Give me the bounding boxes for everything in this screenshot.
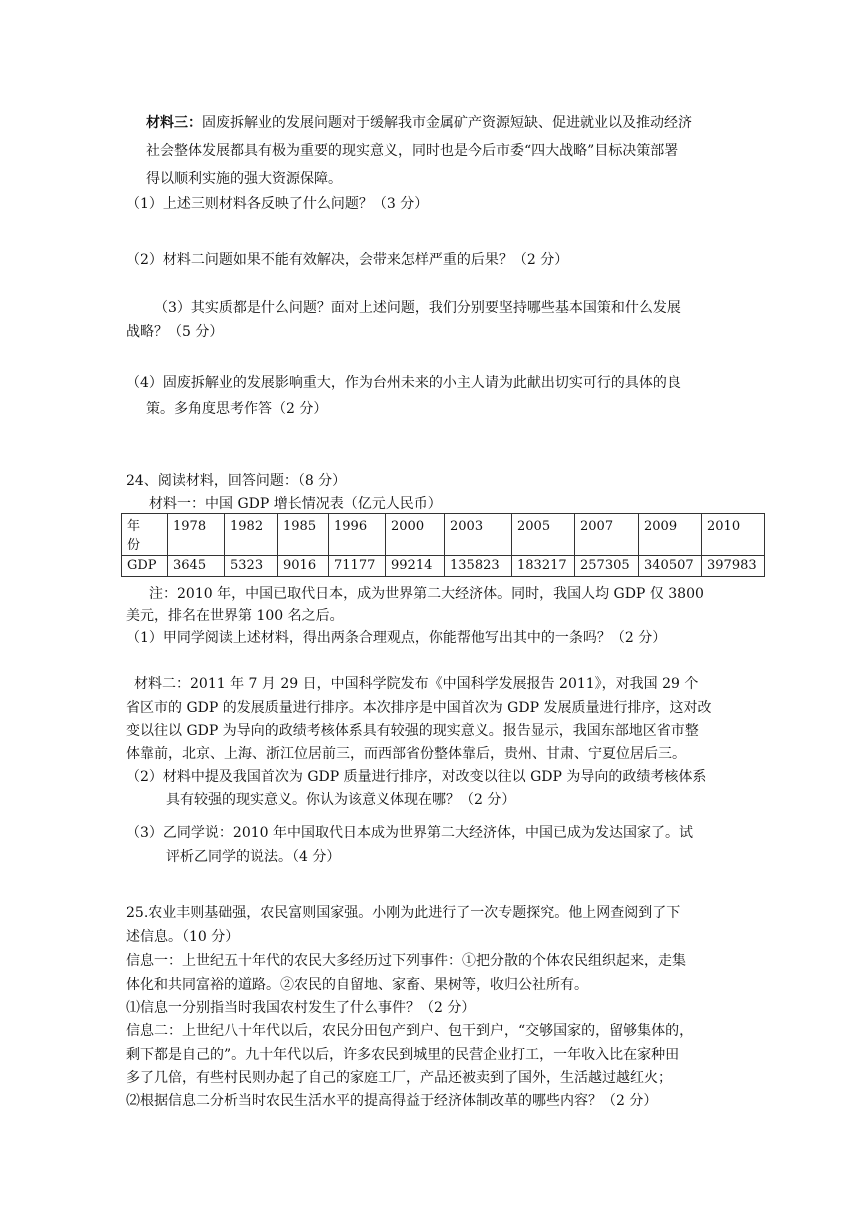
- q24-title: 24、阅读材料，回答问题：（8 分）: [126, 473, 347, 489]
- table-cell: 5323: [225, 556, 278, 577]
- q24-note-line1: 注：2010 年，中国已取代日本，成为世界第二大经济体。同时，我国人均 GDP 仅 3800: [149, 586, 704, 602]
- material3-line2: 社会整体发展都具有极为重要的现实意义，同时也是今后市委“四大战略”目标决策部署: [146, 143, 679, 159]
- table-cell: 183217: [512, 556, 575, 577]
- table-cell: 71177: [329, 556, 386, 577]
- q23-question-4-line1: （4）固废拆解业的发展影响重大，作为台州未来的小主人请为此献出切实可行的具体的良: [126, 375, 681, 391]
- material3-line3: 得以顺利实施的强大资源保障。: [146, 171, 342, 187]
- table-cell: 2010: [702, 514, 765, 556]
- material3-text-1: 固废拆解业的发展问题对于缓解我市金属矿产资源短缺、促进就业以及推动经济: [202, 115, 692, 131]
- table-cell: 397983: [702, 556, 765, 577]
- q25-info1-line1: 信息一：上世纪五十年代的农民大多经历过下列事件：①把分散的个体农民组织起来，走集: [126, 953, 686, 969]
- table-cell: 2007: [575, 514, 639, 556]
- q25-info2-line1: 信息二：上世纪八十年代以后，农民分田包产到户、包干到户，“交够国家的，留够集体的，: [126, 1023, 694, 1039]
- table-cell: 2003: [445, 514, 512, 556]
- table-header-gdp: GDP: [122, 556, 168, 577]
- q24-question-3-line1: （3）乙同学说：2010 年中国取代日本成为世界第二大经济体，中国已成为发达国家了。试: [126, 825, 693, 841]
- gdp-table: [121, 513, 765, 577]
- q23-question-1: （1）上述三则材料各反映了什么问题？（3 分）: [126, 196, 429, 212]
- q24-note-line2: 美元，排名在世界第 100 名之后。: [126, 608, 344, 624]
- table-cell: 135823: [445, 556, 512, 577]
- table-cell: 1978: [168, 514, 225, 556]
- gdp-table-year-row: [122, 514, 765, 556]
- q25-question-2: ⑵根据信息二分析当时农民生活水平的提高得益于经济体制改革的哪些内容？（2 分）: [126, 1093, 658, 1109]
- table-cell: 340507: [639, 556, 702, 577]
- table-cell: 9016: [278, 556, 329, 577]
- table-cell: 2009: [639, 514, 702, 556]
- table-cell: 3645: [168, 556, 225, 577]
- q25-line2: 述信息。（10 分）: [126, 929, 240, 945]
- q24-material2-line2: 省区市的 GDP 的发展质量进行排序。本次排序是中国首次为 GDP 发展质量进行排序，这对改: [126, 700, 712, 716]
- table-cell: 1985: [278, 514, 329, 556]
- q23-question-3-line2: 战略？（5 分）: [126, 324, 224, 340]
- q24-question-2-line1: （2）材料中提及我国首次为 GDP 质量进行排序，对改变以往以 GDP 为导向的政绩考核体系: [126, 769, 707, 785]
- table-header-year-line2: 份: [127, 538, 141, 553]
- table-cell: 257305: [575, 556, 639, 577]
- q24-material2-line1: 材料二：2011 年 7 月 29 日，中国科学院发布《中国科学发展报告 2011》，对我国 29 个: [134, 676, 699, 692]
- table-header-year-line1: 年: [127, 519, 141, 534]
- q23-question-4-line2: 策。多角度思考作答（2 分）: [146, 401, 328, 417]
- table-cell: 1996: [329, 514, 386, 556]
- table-cell: 1982: [225, 514, 278, 556]
- material3-label: 材料三：: [146, 115, 202, 131]
- q25-info2-line2: 剩下都是自己的”。九十年代以后，许多农民到城里的民营企业打工，一年收入比在家种田: [126, 1047, 680, 1063]
- q25-question-1: ⑴信息一分别指当时我国农村发生了什么事件？（2 分）: [126, 1000, 476, 1016]
- gdp-table-value-row: [122, 556, 765, 577]
- q25-info2-line3: 多了几倍，有些村民则办起了自己的家庭工厂，产品还被卖到了国外，生活越过越红火；: [126, 1070, 672, 1086]
- q23-question-3-line1: （3）其实质都是什么问题？面对上述问题，我们分别要坚持哪些基本国策和什么发展: [154, 300, 681, 316]
- q24-question-2-line2: 具有较强的现实意义。你认为该意义体现在哪？（2 分）: [166, 792, 516, 808]
- table-cell: 2005: [512, 514, 575, 556]
- table-header-year: [122, 514, 168, 556]
- q24-material2-line4: 体靠前，北京、上海、浙江位居前三，而西部省份整体靠后，贵州、甘肃、宁夏位居后三。: [126, 746, 686, 762]
- q25-line1: 25.农业丰则基础强，农民富则国家强。小刚为此进行了一次专题探究。他上网查阅到了下: [126, 905, 681, 921]
- q25-info1-line2: 体化和共同富裕的道路。②农民的自留地、家畜、果树等，收归公社所有。: [126, 977, 588, 993]
- table-cell: 2000: [386, 514, 445, 556]
- q24-material1-title: 材料一：中国 GDP 增长情况表（亿元人民币）: [149, 496, 442, 512]
- q24-material2-line3: 变以往以 GDP 为导向的政绩考核体系具有较强的现实意义。报告显示，我国东部地区省市整: [126, 723, 699, 739]
- q24-question-3-line2: 评析乙同学的说法。（4 分）: [166, 849, 341, 865]
- material3-line1: [146, 113, 692, 133]
- q24-question-1: （1）甲同学阅读上述材料，得出两条合理观点，你能帮他写出其中的一条吗？（2 分）: [126, 630, 667, 646]
- q23-question-2: （2）材料二问题如果不能有效解决，会带来怎样严重的后果？（2 分）: [126, 252, 569, 268]
- table-cell: 99214: [386, 556, 445, 577]
